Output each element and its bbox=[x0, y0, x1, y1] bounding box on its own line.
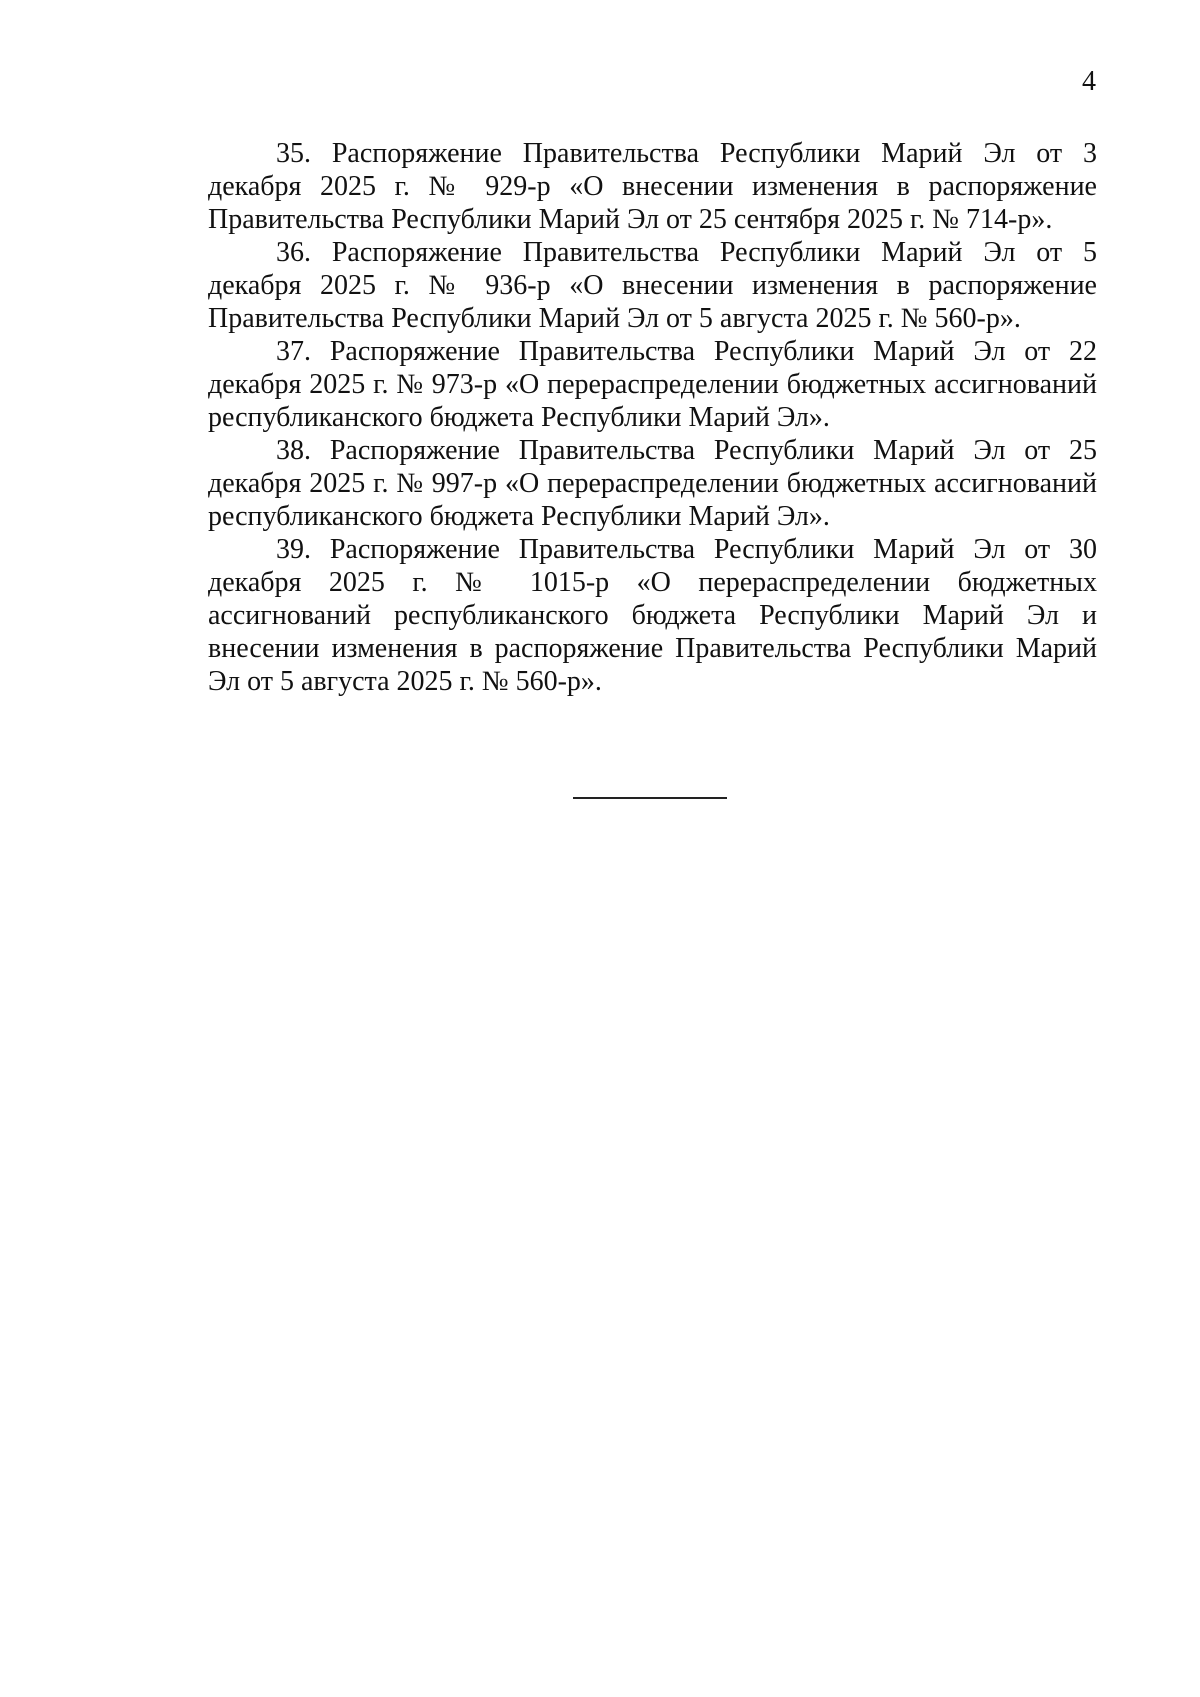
page-number: 4 bbox=[1082, 66, 1096, 97]
document-item-list bbox=[208, 137, 1097, 698]
document-item: 38. Распоряжение Правительства Республики Марий Эл от 25 декабря 2025 г. № 997-р «О перераспределении бюджетных ассигнований республиканского бюджета Республики Марий Эл». bbox=[208, 435, 1097, 532]
document-item: 35. Распоряжение Правительства Республики Марий Эл от 3 декабря 2025 г. № 929-р «О внесении изменения в распоряжение Правительства Республики Марий Эл от 25 сентября 2025 г. № 714-р». bbox=[208, 138, 1097, 235]
end-of-document-rule bbox=[573, 797, 727, 799]
document-item: 39. Распоряжение Правительства Республики Марий Эл от 30 декабря 2025 г. № 1015-р «О перераспределении бюджетных ассигнований республиканского бюджета Республики Марий Эл и внесении изменения в распоряжение Правительства Республики Марий Эл от 5 августа 2025 г. № 560-р». bbox=[208, 534, 1097, 697]
document-item: 37. Распоряжение Правительства Республики Марий Эл от 22 декабря 2025 г. № 973-р «О перераспределении бюджетных ассигнований республиканского бюджета Республики Марий Эл». bbox=[208, 336, 1097, 433]
document-item: 36. Распоряжение Правительства Республики Марий Эл от 5 декабря 2025 г. № 936-р «О внесении изменения в распоряжение Правительства Республики Марий Эл от 5 августа 2025 г. № 560-р». bbox=[208, 237, 1097, 334]
